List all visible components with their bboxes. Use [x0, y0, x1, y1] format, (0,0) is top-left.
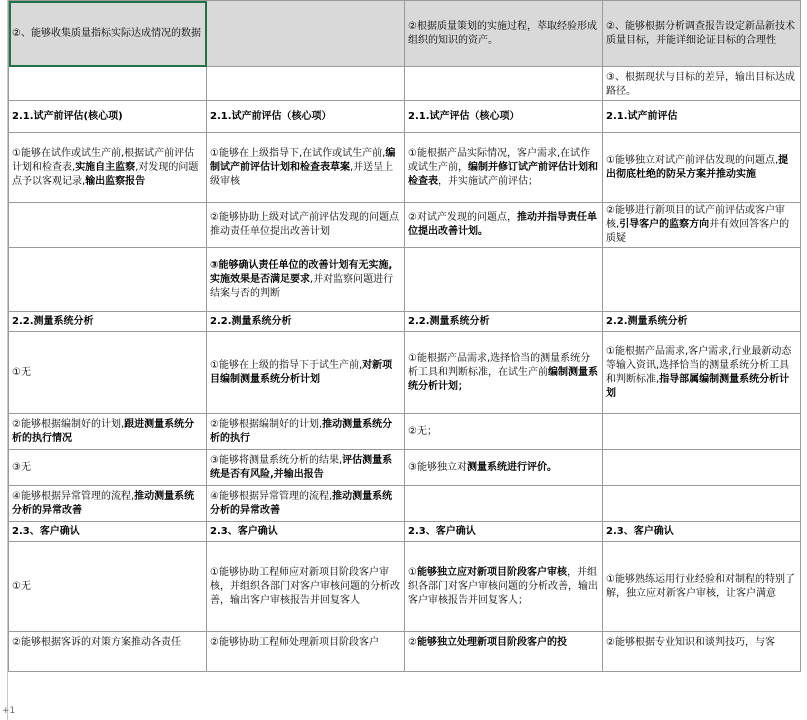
cell-text: ③能够独立对	[408, 461, 467, 473]
table-cell[interactable]	[9, 414, 207, 450]
table-cell[interactable]	[207, 632, 405, 672]
table-cell[interactable]	[9, 450, 207, 486]
table-cell[interactable]	[405, 450, 603, 486]
cell-text: 编制试产前评估计划和检查表草案	[210, 147, 396, 173]
spreadsheet-grid[interactable]	[8, 0, 801, 672]
cell-text: 2.2.测量系统分析	[606, 315, 688, 327]
table-cell[interactable]	[603, 332, 801, 414]
table-cell[interactable]	[405, 312, 603, 332]
table-cell[interactable]	[9, 522, 207, 542]
table-cell[interactable]	[207, 414, 405, 450]
table-row	[9, 67, 801, 101]
table-cell[interactable]	[405, 248, 603, 312]
cell-text: 提出彻底杜绝的防呆方案并推动实施	[606, 154, 789, 180]
cell-text: 2.3、客户确认	[408, 525, 476, 537]
table-cell[interactable]	[603, 312, 801, 332]
cell-text: ②能够进行新项目的试产前评估或客户审核,	[606, 205, 785, 230]
cell-text: 2.1.试产前评估	[606, 110, 678, 122]
table-row	[9, 450, 801, 486]
table-row	[9, 486, 801, 522]
cell-text: ①能根据产品需求,客户需求,行业最新动态等输入资讯,选择恰当的测量系统分析工具和判断标准,	[606, 345, 792, 385]
cell-text: 推动并指导责任单位提出改善计划。	[408, 212, 597, 237]
cell-text: ②	[408, 637, 417, 648]
table-cell[interactable]	[603, 133, 801, 203]
table-cell[interactable]	[9, 101, 207, 133]
table-cell[interactable]	[207, 312, 405, 332]
cell-text: ②能够协助上级对试产前评估发现的问题点推动责任单位提出改善计划	[210, 212, 399, 237]
table-cell[interactable]	[207, 101, 405, 133]
cell-text: ,并送呈上级审核	[210, 161, 394, 187]
cell-text: ④能够根据异常管理的流程,	[210, 490, 333, 502]
table-cell[interactable]	[603, 1, 801, 67]
table-cell[interactable]	[603, 414, 801, 450]
cell-text: 2.1.试产前评估(核心项)	[12, 110, 123, 122]
cell-text: 指导部属编制测量系统分析计划	[606, 373, 790, 399]
cell-text: ①无	[12, 580, 31, 592]
cell-text: 推动测量系统分析的执行	[210, 418, 393, 444]
cell-text: 推动测量系统分析的异常改善	[12, 490, 195, 516]
table-cell[interactable]	[405, 67, 603, 101]
cell-text: ②能够协助工程师处理新项目阶段客户	[210, 637, 379, 648]
table-cell[interactable]	[603, 632, 801, 672]
table-row	[9, 542, 801, 632]
cell-text: ②能够根据编制好的计划,	[12, 418, 125, 430]
cell-text: 能够独立处理新项目阶段客户的投	[416, 637, 567, 648]
cell-text: ①	[408, 566, 417, 578]
cell-text: 编制测量系统分析计划；	[408, 366, 598, 392]
table-cell[interactable]	[603, 248, 801, 312]
table-cell[interactable]	[207, 332, 405, 414]
cell-text: ①能够熟练运用行业经验和对制程的特别了解，独立应对新客户审核，让客户满意	[606, 573, 795, 599]
table-cell[interactable]	[207, 67, 405, 101]
table-cell[interactable]	[405, 203, 603, 248]
cell-text: ③能够确认责任单位的改善计划有无实施,实施效果是否满足要求	[210, 259, 393, 285]
cell-text: 引导客户的监察方向	[619, 219, 710, 230]
table-cell[interactable]	[9, 332, 207, 414]
table-cell[interactable]	[405, 133, 603, 203]
table-cell[interactable]	[405, 522, 603, 542]
cell-text: 2.1.试产评估（核心项）	[408, 110, 520, 122]
cell-text: ③无	[12, 461, 31, 473]
table-cell[interactable]	[603, 203, 801, 248]
cell-text: 跟进测量系统分析的执行情况	[12, 418, 195, 444]
table-cell[interactable]	[9, 486, 207, 522]
table-cell[interactable]	[9, 203, 207, 248]
cell-text: ②能够根据专业知识和谈判技巧，与客	[606, 637, 775, 648]
cell-text: ①能根据产品需求,选择恰当的测量系统分析工具和判断标准，在试生产前	[408, 352, 591, 378]
cell-text: 并有效回答客户的质疑	[606, 219, 790, 244]
table-cell[interactable]	[405, 332, 603, 414]
table-cell[interactable]	[207, 542, 405, 632]
cell-text: ，并实施试产前评估；	[438, 175, 538, 187]
cell-text: ②根据质量策划的实施过程，萃取经验形成组织的知识的资产。	[408, 20, 597, 46]
cell-text: 编制并修订试产前评估计划和检查表	[408, 161, 598, 187]
cell-text: ②对试产发现的问题点，	[408, 212, 517, 223]
cell-text: ,对发现的问题点予以客观记录,	[12, 161, 199, 187]
table-row	[9, 1, 801, 67]
cell-text: 对新项目编制测量系统分析计划	[210, 359, 393, 385]
cell-text: ，并组织各部门对客户审核问题的分析改善，输出客户审核报告并回复客人；	[408, 566, 598, 606]
table-row	[9, 248, 801, 312]
cell-text: 推动测量系统分析的异常改善	[210, 490, 393, 516]
cell-text: ②能够根据编制好的计划,	[210, 418, 323, 430]
table-row	[9, 632, 801, 672]
table-row	[9, 332, 801, 414]
cell-text: ②、能够根据分析调查报告设定新品新技术质量目标，并能详细论证目标的合理性	[606, 20, 795, 46]
table-cell[interactable]	[603, 522, 801, 542]
cell-text: ②能够根据客诉的对策方案推动各责任	[12, 637, 181, 648]
cell-text: 2.2.测量系统分析	[12, 315, 94, 327]
cell-text: 实施自主监察	[75, 161, 136, 173]
cell-text: ①无	[12, 366, 31, 378]
cell-text: ②无；	[408, 425, 437, 437]
section-header-row	[9, 101, 801, 133]
table-cell[interactable]	[405, 486, 603, 522]
table-cell[interactable]	[603, 67, 801, 101]
table-cell[interactable]	[207, 133, 405, 203]
cell-text: ②、能够收集质量指标实际达成情况的数据	[12, 27, 201, 39]
cell-text: ①能根据产品实际情况，客户需求,在试作或试生产前，	[408, 147, 591, 173]
cell-text: ①能够在试作或试生产前,根据试产前评估计划和检查表,	[12, 147, 195, 173]
table-cell[interactable]	[405, 542, 603, 632]
cell-text: 评估测量系统是否有风险,并输出报告	[210, 454, 393, 480]
table-cell[interactable]	[603, 450, 801, 486]
table-cell[interactable]	[9, 632, 207, 672]
cell-text: ③能够将测量系统分析的结果,	[210, 454, 343, 466]
cell-text: 能够独立应对新项目阶段客户审核	[416, 566, 567, 578]
table-cell[interactable]	[207, 1, 405, 67]
table-row	[9, 414, 801, 450]
row-header-strip	[0, 0, 8, 720]
table-cell[interactable]	[9, 542, 207, 632]
table-cell[interactable]	[405, 1, 603, 67]
cell-text: 2.2.测量系统分析	[210, 315, 292, 327]
section-header-row	[9, 522, 801, 542]
table-cell[interactable]	[207, 486, 405, 522]
section-header-row	[9, 312, 801, 332]
table-cell[interactable]	[9, 248, 207, 312]
table-cell[interactable]	[603, 542, 801, 632]
cell-text: 输出监察报告	[85, 175, 146, 187]
cell-text: ①能够在上级指导下,在试作或试生产前,	[210, 147, 386, 159]
table-cell[interactable]	[9, 133, 207, 203]
table-cell[interactable]	[207, 248, 405, 312]
table-cell[interactable]	[603, 101, 801, 133]
table-cell[interactable]	[9, 1, 207, 67]
table-cell[interactable]	[405, 414, 603, 450]
cell-text: ①能够协助工程师应对新项目阶段客户审核，并组织各部门对客户审核问题的分析改善，输出客户审核报告并回复客人	[210, 566, 400, 606]
cell-text: ①能够独立对试产前评估发现的问题点,	[606, 154, 779, 166]
cell-text: ①能够在上级的指导下于试生产前,	[210, 359, 363, 371]
cell-text: ,并对监察问题进行结案与否的判断	[210, 273, 394, 299]
cell-text: 2.1.试产前评估（核心项）	[210, 110, 332, 122]
table-cell[interactable]	[207, 203, 405, 248]
cell-text: 测量系统进行评价。	[466, 461, 557, 473]
cell-text: 2.3、客户确认	[210, 525, 278, 537]
cell-cursor-mark: +1	[2, 706, 16, 716]
table-cell[interactable]	[9, 67, 207, 101]
cell-text: 2.3、客户确认	[606, 525, 674, 537]
table-cell[interactable]	[405, 632, 603, 672]
cell-text: 2.3、客户确认	[12, 525, 80, 537]
cell-text: 2.2.测量系统分析	[408, 315, 490, 327]
cell-text: ③、根据现状与目标的差异，输出目标达成路径。	[606, 72, 795, 97]
table-cell[interactable]	[405, 101, 603, 133]
table-cell[interactable]	[207, 522, 405, 542]
cell-text: ④能够根据异常管理的流程,	[12, 490, 135, 502]
table-row	[9, 203, 801, 248]
table-cell[interactable]	[207, 450, 405, 486]
table-row	[9, 133, 801, 203]
table-cell[interactable]	[9, 312, 207, 332]
table-cell[interactable]	[603, 486, 801, 522]
